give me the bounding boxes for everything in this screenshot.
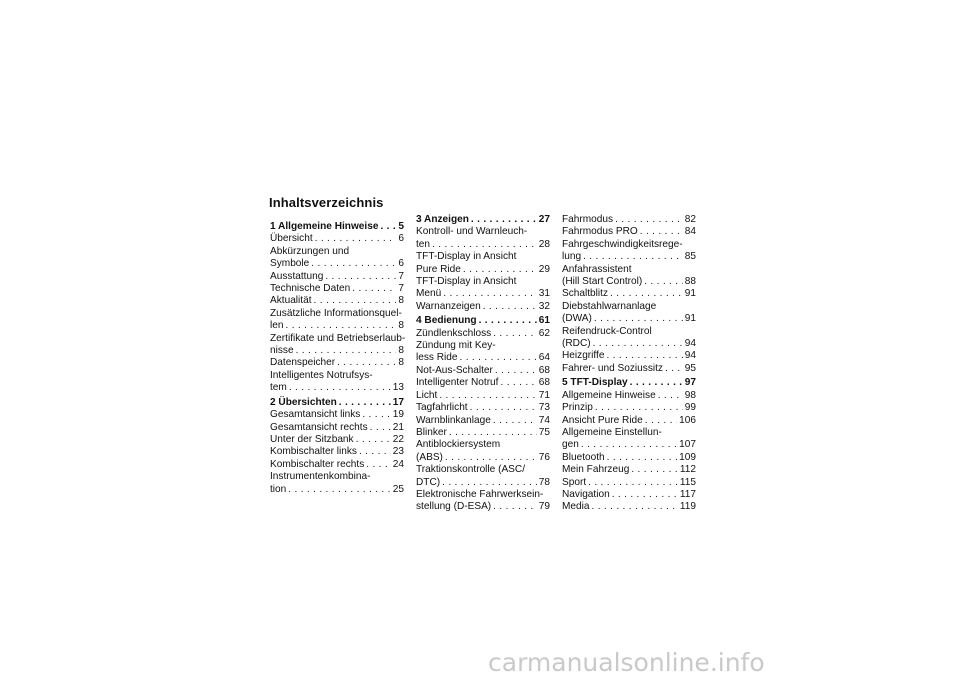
toc-entry-text: Traktionskontrolle (ASC/ bbox=[416, 464, 526, 476]
toc-page-number: 91 bbox=[684, 313, 696, 325]
toc-entry-text: Kombischalter rechts bbox=[270, 458, 365, 470]
toc-entry-text: lung bbox=[562, 251, 582, 263]
toc-entry[interactable] bbox=[416, 427, 550, 439]
toc-page-number: 82 bbox=[684, 214, 696, 225]
toc-entry[interactable] bbox=[270, 233, 404, 245]
toc-entry-text: Allgemeine Einstellun- bbox=[562, 426, 662, 438]
toc-entry-text: Ausstattung bbox=[270, 270, 324, 282]
toc-page-number: 107 bbox=[679, 439, 696, 451]
toc-entry[interactable] bbox=[562, 214, 696, 226]
toc-entry-text: 5 TFT-Display bbox=[562, 377, 628, 389]
toc-entry-text: TFT-Display in Ansicht bbox=[416, 251, 517, 263]
toc-page-number: 8 bbox=[398, 357, 404, 369]
toc-entry-text: Symbole bbox=[270, 258, 310, 270]
toc-entry[interactable] bbox=[562, 301, 696, 326]
toc-entry[interactable] bbox=[416, 415, 550, 427]
toc-entry-text: Schaltblitz bbox=[562, 288, 609, 300]
dot-leader bbox=[645, 415, 677, 427]
dot-leader bbox=[362, 409, 390, 421]
toc-page-number: 73 bbox=[538, 402, 550, 414]
dot-leader bbox=[493, 328, 537, 340]
dot-leader bbox=[631, 464, 678, 476]
toc-entry[interactable] bbox=[270, 295, 404, 307]
toc-page-number: 17 bbox=[392, 396, 404, 408]
toc-page-number: 68 bbox=[538, 377, 550, 389]
toc-entry[interactable] bbox=[562, 477, 696, 489]
toc-page-number: 94 bbox=[684, 350, 696, 362]
toc-page-number: 98 bbox=[684, 389, 696, 401]
toc-column-2 bbox=[416, 214, 550, 514]
dot-leader bbox=[288, 484, 390, 496]
toc-page-number: 71 bbox=[538, 389, 550, 401]
toc-page-number: 8 bbox=[398, 320, 404, 332]
dot-leader bbox=[607, 452, 678, 464]
toc-entry[interactable] bbox=[270, 333, 404, 358]
toc-entry[interactable] bbox=[562, 402, 696, 414]
toc-page-number: 62 bbox=[538, 327, 550, 339]
toc-page-number: 61 bbox=[538, 315, 550, 327]
dot-leader bbox=[445, 452, 537, 464]
toc-page-number: 117 bbox=[679, 488, 696, 500]
toc-entry[interactable] bbox=[562, 239, 696, 264]
toc-entry-text: ten bbox=[416, 238, 431, 250]
dot-leader bbox=[595, 402, 683, 414]
toc-entry-text: Zertifikate und Betriebserlaub- bbox=[270, 332, 406, 344]
toc-page-number: 112 bbox=[679, 464, 696, 476]
dot-leader bbox=[615, 214, 683, 226]
dot-leader bbox=[471, 214, 537, 226]
dot-leader bbox=[592, 501, 678, 513]
toc-entry[interactable] bbox=[270, 409, 404, 421]
toc-page-number: 91 bbox=[684, 288, 696, 300]
toc-entry[interactable] bbox=[416, 377, 550, 389]
toc-entry[interactable] bbox=[416, 301, 550, 313]
toc-entry-text: Unter der Sitzbank bbox=[270, 433, 354, 445]
toc-page-number: 99 bbox=[684, 402, 696, 414]
toc-entry[interactable] bbox=[270, 246, 404, 271]
dot-leader bbox=[644, 276, 683, 288]
toc-entry-text: Fahrmodus bbox=[562, 214, 614, 225]
toc-entry-text: tem bbox=[270, 382, 287, 394]
toc-page-number: 5 bbox=[398, 221, 404, 232]
toc-entry[interactable] bbox=[562, 501, 696, 513]
toc-page-number: 7 bbox=[398, 270, 404, 282]
toc-entry[interactable] bbox=[270, 471, 404, 496]
dot-leader bbox=[337, 357, 396, 369]
toc-entry-text: Abkürzungen und bbox=[270, 245, 350, 257]
dot-leader bbox=[460, 352, 537, 364]
dot-leader bbox=[594, 313, 683, 325]
toc-page-number: 28 bbox=[538, 238, 550, 250]
toc-entry-text: Kontroll- und Warnleuch- bbox=[416, 226, 528, 238]
toc-entry-text: 1 Allgemeine Hinweise bbox=[270, 221, 379, 232]
toc-entry[interactable] bbox=[562, 427, 696, 452]
dot-leader bbox=[470, 402, 537, 414]
toc-chapter-entry[interactable] bbox=[562, 377, 696, 389]
dot-leader bbox=[581, 439, 677, 451]
dot-leader bbox=[500, 377, 536, 389]
toc-page-number: 8 bbox=[398, 345, 404, 357]
toc-entry-text: Tagfahrlicht bbox=[416, 402, 468, 414]
toc-entry-text: Menü bbox=[416, 288, 442, 300]
toc-entry-text: Zündlenkschloss bbox=[416, 327, 492, 339]
toc-entry[interactable] bbox=[270, 434, 404, 446]
toc-entry-text: Instrumentenkombina- bbox=[270, 471, 371, 483]
toc-page-number: 32 bbox=[538, 300, 550, 312]
toc-entry[interactable] bbox=[416, 226, 550, 251]
dot-leader bbox=[606, 350, 682, 362]
page-title: Inhaltsverzeichnis bbox=[269, 195, 384, 210]
dot-leader bbox=[479, 315, 537, 327]
toc-page-number: 75 bbox=[538, 426, 550, 438]
toc-entry-text: Fahrgeschwindigkeitsrege- bbox=[562, 238, 683, 250]
toc-entry-text: Diebstahlwarnanlage bbox=[562, 300, 657, 312]
dot-leader bbox=[442, 477, 537, 489]
toc-entry[interactable] bbox=[562, 452, 696, 464]
toc-page-number: 23 bbox=[392, 446, 404, 458]
toc-entry[interactable] bbox=[562, 264, 696, 289]
toc-entry-text: Navigation bbox=[562, 488, 610, 500]
toc-page-number: 95 bbox=[684, 362, 696, 374]
dot-leader bbox=[483, 301, 537, 313]
toc-entry-text: Ansicht Pure Ride bbox=[562, 414, 643, 426]
toc-entry-text: (ABS) bbox=[416, 451, 443, 463]
toc-entry-text: 2 Übersichten bbox=[270, 396, 337, 408]
dot-leader bbox=[356, 434, 391, 446]
toc-entry-text: Übersicht bbox=[270, 233, 313, 245]
toc-page-number: 24 bbox=[392, 458, 404, 470]
toc-page-number: 25 bbox=[392, 483, 404, 495]
dot-leader bbox=[339, 397, 391, 409]
toc-entry-text: less Ride bbox=[416, 352, 458, 364]
toc-entry[interactable] bbox=[416, 251, 550, 276]
toc-entry[interactable] bbox=[562, 226, 696, 238]
dot-leader bbox=[325, 271, 396, 283]
dot-leader bbox=[658, 390, 683, 402]
toc-page-number: 19 bbox=[392, 409, 404, 421]
toc-chapter-entry[interactable] bbox=[416, 214, 550, 226]
dot-leader bbox=[370, 422, 391, 434]
toc-entry-text: Kombischalter links bbox=[270, 446, 357, 458]
toc-entry-text: len bbox=[270, 320, 284, 332]
toc-entry-text: Pure Ride bbox=[416, 263, 461, 275]
dot-leader bbox=[315, 233, 397, 245]
toc-entry[interactable] bbox=[416, 365, 550, 377]
toc-page-number: 94 bbox=[684, 338, 696, 350]
toc-entry-text: Reifendruck-Control bbox=[562, 325, 652, 337]
toc-entry[interactable] bbox=[270, 370, 404, 395]
dot-leader bbox=[610, 288, 683, 300]
dot-leader bbox=[352, 283, 396, 295]
toc-page-number: 84 bbox=[684, 226, 696, 238]
toc-entry-text: Warnblinkanlage bbox=[416, 414, 491, 426]
dot-leader bbox=[493, 501, 537, 513]
toc-entry[interactable] bbox=[562, 363, 696, 375]
toc-entry[interactable] bbox=[416, 390, 550, 402]
toc-entry-text: (DWA) bbox=[562, 313, 592, 325]
dot-leader bbox=[665, 363, 683, 375]
toc-entry-text: 4 Bedienung bbox=[416, 315, 477, 327]
dot-leader bbox=[449, 427, 537, 439]
dot-leader bbox=[612, 489, 678, 501]
toc-page-number: 7 bbox=[398, 283, 404, 295]
dot-leader bbox=[285, 320, 396, 332]
toc-page-number: 76 bbox=[538, 451, 550, 463]
toc-entry[interactable] bbox=[562, 288, 696, 300]
toc-page-number: 85 bbox=[684, 251, 696, 263]
dot-leader bbox=[593, 338, 683, 350]
toc-entry-text: Bluetooth bbox=[562, 451, 605, 463]
dot-leader bbox=[314, 295, 397, 307]
toc-page-number: 6 bbox=[398, 233, 404, 245]
toc-entry[interactable] bbox=[416, 402, 550, 414]
toc-page-number: 31 bbox=[538, 288, 550, 300]
toc-entry-text: Gesamtansicht rechts bbox=[270, 421, 368, 433]
toc-entry[interactable] bbox=[562, 326, 696, 351]
toc-page-number: 115 bbox=[679, 476, 696, 488]
toc-page-number: 68 bbox=[538, 364, 550, 376]
toc-entry-text: stellung (D-ESA) bbox=[416, 501, 492, 513]
toc-entry-text: Gesamtansicht links bbox=[270, 409, 361, 421]
toc-page-number: 78 bbox=[538, 476, 550, 488]
toc-page-number: 119 bbox=[679, 501, 696, 513]
toc-entry-text: Zündung mit Key- bbox=[416, 340, 496, 352]
toc-entry[interactable] bbox=[416, 439, 550, 464]
toc-chapter-entry[interactable] bbox=[270, 397, 404, 409]
toc-entry[interactable] bbox=[562, 390, 696, 402]
toc-entry[interactable] bbox=[270, 422, 404, 434]
toc-page-number: 6 bbox=[398, 258, 404, 270]
toc-entry-text: Media bbox=[562, 501, 590, 513]
dot-leader bbox=[439, 390, 536, 402]
toc-entry-text: Fahrmodus PRO bbox=[562, 226, 638, 238]
toc-entry-text: Not-Aus-Schalter bbox=[416, 364, 493, 376]
toc-entry[interactable] bbox=[562, 415, 696, 427]
toc-entry-text: (Hill Start Control) bbox=[562, 276, 643, 288]
toc-page-number: 22 bbox=[392, 433, 404, 445]
dot-leader bbox=[366, 459, 391, 471]
toc-page-number: 97 bbox=[684, 377, 696, 389]
dot-leader bbox=[493, 415, 537, 427]
toc-entry[interactable] bbox=[416, 464, 550, 489]
toc-page-number: 64 bbox=[538, 352, 550, 364]
toc-entry-text: DTC) bbox=[416, 476, 441, 488]
toc-entry[interactable] bbox=[270, 308, 404, 333]
toc-page-number: 21 bbox=[392, 421, 404, 433]
toc-entry-text: TFT-Display in Ansicht bbox=[416, 276, 517, 288]
dot-leader bbox=[289, 382, 391, 394]
toc-page-number: 27 bbox=[538, 214, 550, 225]
toc-page-number: 13 bbox=[392, 382, 404, 394]
toc-entry-text: Anfahrassistent bbox=[562, 263, 632, 275]
toc-entry-text: Datenspeicher bbox=[270, 357, 336, 369]
toc-chapter-entry[interactable] bbox=[270, 221, 404, 233]
toc-entry-text: Blinker bbox=[416, 426, 447, 438]
toc-entry-text: Intelligentes Notrufsys- bbox=[270, 369, 373, 381]
toc-entry-text: Licht bbox=[416, 389, 438, 401]
watermark-text: carmanualsonline.info bbox=[488, 648, 765, 677]
toc-page-number: 79 bbox=[538, 501, 550, 513]
toc-entry-text: Heizgriffe bbox=[562, 350, 605, 362]
toc-entry-text: 3 Anzeigen bbox=[416, 214, 469, 225]
toc-page-number: 74 bbox=[538, 414, 550, 426]
dot-leader bbox=[583, 251, 683, 263]
toc-column-3 bbox=[562, 214, 696, 514]
toc-column-1 bbox=[270, 214, 404, 496]
dot-leader bbox=[380, 221, 396, 233]
dot-leader bbox=[463, 264, 537, 276]
toc-entry[interactable] bbox=[416, 276, 550, 301]
toc-entry-text: Antiblockiersystem bbox=[416, 439, 501, 451]
toc-entry-text: Prinzip bbox=[562, 402, 593, 414]
toc-entry-text: Zusätzliche Informationsquel- bbox=[270, 307, 402, 319]
toc-page-number: 88 bbox=[684, 276, 696, 288]
toc-entry-text: Fahrer- und Soziussitz bbox=[562, 362, 663, 374]
toc-entry-text: Sport bbox=[562, 476, 587, 488]
toc-entry-text: tion bbox=[270, 483, 287, 495]
dot-leader bbox=[311, 258, 396, 270]
toc-entry-text: (RDC) bbox=[562, 338, 591, 350]
toc-entry-text: Mein Fahrzeug bbox=[562, 464, 630, 476]
toc-page-number: 8 bbox=[398, 295, 404, 307]
toc-entry-text: Aktualität bbox=[270, 295, 312, 307]
dot-leader bbox=[432, 239, 537, 251]
toc-entry-text: gen bbox=[562, 439, 579, 451]
toc-entry[interactable] bbox=[270, 446, 404, 458]
toc-entry-text: Allgemeine Hinweise bbox=[562, 389, 656, 401]
toc-entry[interactable] bbox=[270, 459, 404, 471]
dot-leader bbox=[588, 477, 678, 489]
dot-leader bbox=[495, 365, 537, 377]
toc-entry[interactable] bbox=[270, 271, 404, 283]
toc-entry-text: Technische Daten bbox=[270, 283, 351, 295]
dot-leader bbox=[296, 345, 397, 357]
toc-entry[interactable] bbox=[416, 340, 550, 365]
toc-entry[interactable] bbox=[416, 489, 550, 514]
toc-page-number: 109 bbox=[679, 451, 696, 463]
dot-leader bbox=[443, 288, 537, 300]
toc-entry[interactable] bbox=[562, 489, 696, 501]
toc-entry-text: nisse bbox=[270, 345, 294, 357]
toc-entry[interactable] bbox=[416, 328, 550, 340]
toc-chapter-entry[interactable] bbox=[416, 315, 550, 327]
toc-page-number: 29 bbox=[538, 263, 550, 275]
toc-entry[interactable] bbox=[562, 350, 696, 362]
toc-entry[interactable] bbox=[270, 283, 404, 295]
toc-entry-text: Warnanzeigen bbox=[416, 300, 481, 312]
toc-page-number: 106 bbox=[679, 414, 696, 426]
toc-entry-text: Intelligenter Notruf bbox=[416, 377, 499, 389]
toc-entry[interactable] bbox=[562, 464, 696, 476]
toc-entry[interactable] bbox=[270, 357, 404, 369]
dot-leader bbox=[359, 446, 391, 458]
dot-leader bbox=[630, 377, 683, 389]
toc-entry-text: Elektronische Fahrwerksein- bbox=[416, 488, 544, 500]
dot-leader bbox=[640, 226, 683, 238]
